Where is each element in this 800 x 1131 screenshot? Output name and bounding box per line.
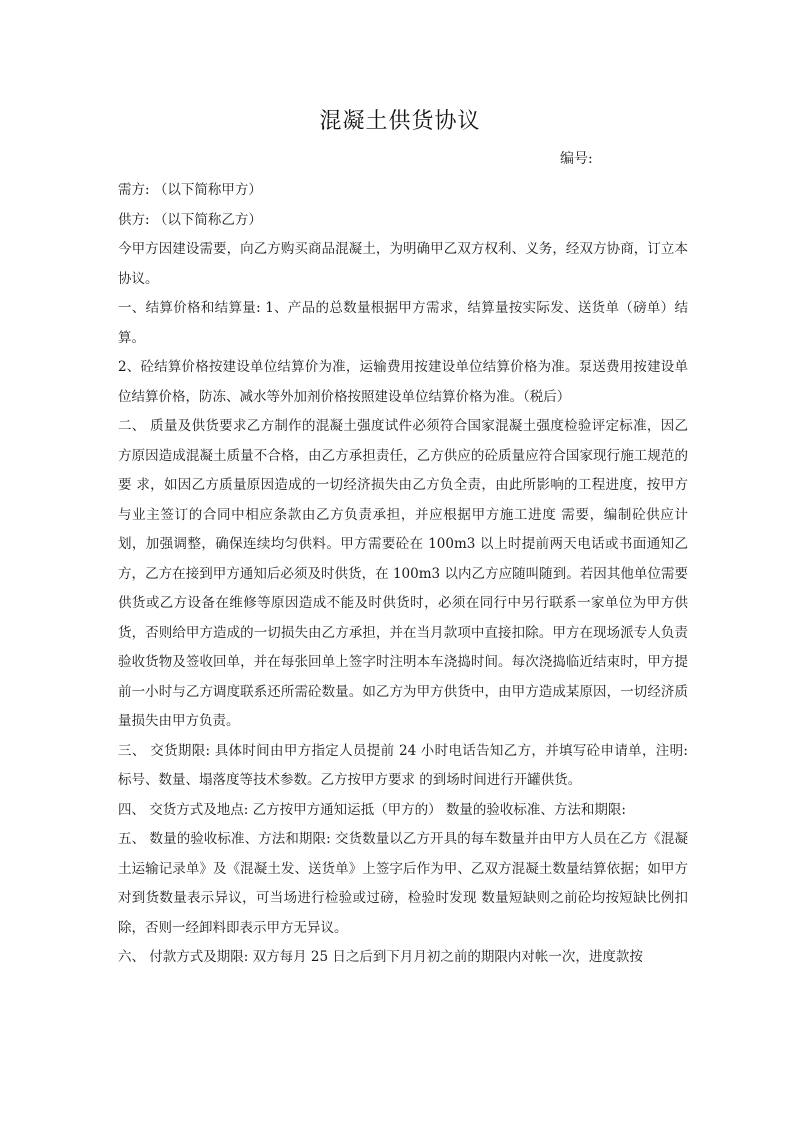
clause-3-delivery-time: 三、 交货期限: 具体时间由甲方指定人员提前 24 小时电话告知乙方，并填写砼申请单，注明: 标号、数量、塌落度等技术参数。乙方按甲方要求 的到场时间进行开罐供货。: [118, 742, 688, 788]
clause-6-payment: 六、 付款方式及期限: 双方每月 25 日之后到下月月初之前的期限内对帐一次，进度款按: [118, 949, 643, 965]
preamble-paragraph: 今甲方因建设需要，向乙方购买商品混凝土，为明确甲乙双方权利、义务，经双方协商，订立本协议。: [118, 241, 688, 287]
clause-2-quality: 二、 质量及供货要求乙方制作的混凝土强度试件必须符合国家混凝土强度检验评定标准，因乙方原因造成混凝土质量不合格，由乙方承担责任，乙方供应的砼质量应符合国家现行施工规范的要 求，如因乙方质量原因造成的一切经济损失由乙方负全责，由此所影响的工程进度，按甲方与业主签订的合同中相应条款由乙方负责承担，并应根据甲方施工进度 需要，编制砼供应计划，加强调整，确保连续均匀供料。甲方需要砼在 100m3 以上时提前两天电话或书面通知乙方，乙方在接到甲方通知后必须及时供货，在 100m3 以内乙方应随叫随到。若因其他单位需要供货或乙方设备在维修等原因造成不能及时供货时，必须在同行中另行联系一家单位为甲方供货，否则给甲方造成的一切损失由乙方承担，并在当月款项中直接扣除。甲方在现场派专人负责验收货物及签收回单，并在每张回单上签字时注明本车浇捣时间。每次浇捣临近结束时，甲方提 前一小时与乙方调度联系还所需砼数量。如乙方为甲方供货中，由甲方造成某原因，一切经济质量损失由甲方负责。: [118, 418, 688, 729]
clause-4-delivery-place: 四、 交货方式及地点: 乙方按甲方通知运抵（甲方的） 数量的验收标准、方法和期限:: [118, 801, 626, 818]
clause-1-item-2: 2、砼结算价格按建设单位结算价为准，运输费用按建设单位结算价格为准。泵送费用按建设单位结算价格，防冻、减水等外加剂价格按照建设单位结算价格为准。（税后）: [118, 359, 688, 405]
clause-1-settlement: 一、结算价格和结算量: 1、产品的总数量根据甲方需求，结算量按实际发、送货单（磅单）结算。: [118, 300, 688, 346]
document-title: 混凝土供货协议: [319, 109, 481, 134]
party-buyer-line: 需方: （以下简称甲方）: [118, 182, 262, 198]
party-supplier-line: 供方: （以下简称乙方）: [118, 211, 262, 228]
clause-5-acceptance: 五、 数量的验收标准、方法和期限: 交货数量以乙方开具的每车数量并由甲方人员在乙方《混凝土运输记录单》及《混凝土发、送货单》上签字后作为甲、乙双方混凝土数量结算依据；如甲方对到货数量表示异议，可当场进行检验或过磅，检验时发现 数量短缺则之前砼均按短缺比例扣除，否则一经卸料即表示甲方无异议。: [118, 831, 688, 936]
document-body: [118, 176, 688, 973]
document-number-label: 编号:: [560, 151, 593, 167]
